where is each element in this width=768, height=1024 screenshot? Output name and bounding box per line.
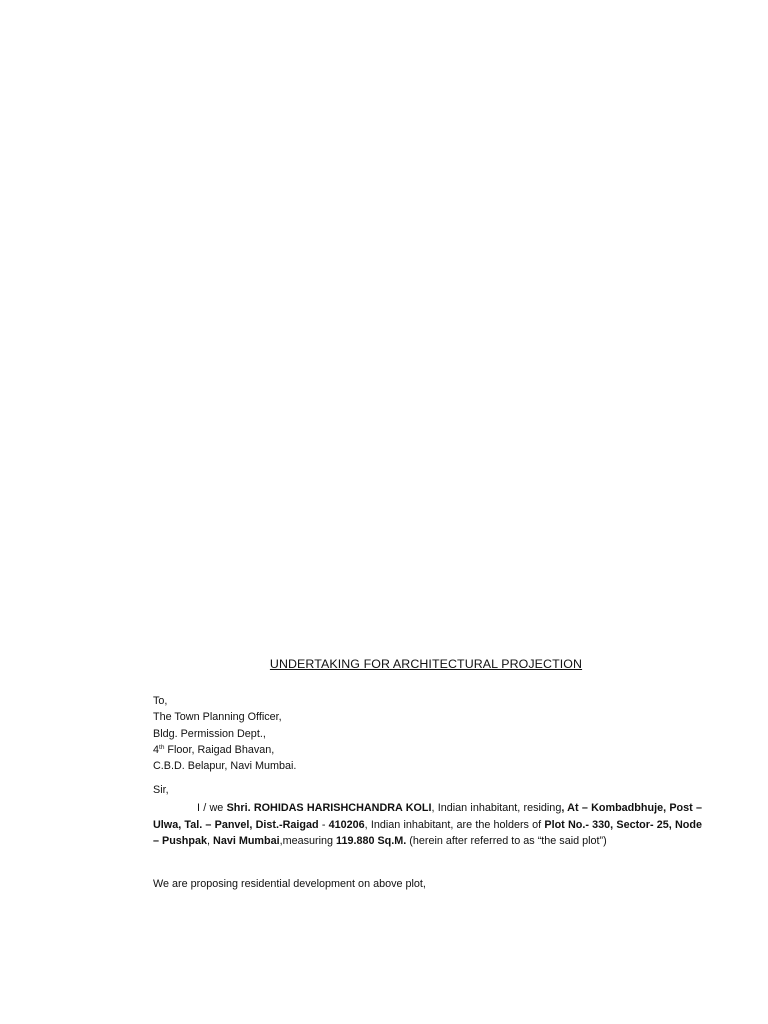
recipient-address [153, 693, 296, 774]
address-line-floor [153, 742, 296, 758]
para-text-4: , Indian inhabitant, are the holders of [364, 818, 545, 831]
para-text-3: - [318, 818, 329, 831]
address-line-to: To, [153, 695, 168, 707]
proposal-statement: We are proposing residential development on above plot, [153, 878, 426, 890]
address-line-officer: The Town Planning Officer, [153, 711, 282, 724]
address-line-dept: Bldg. Permission Dept., [153, 727, 266, 740]
para-text-1: I / we [197, 802, 227, 814]
salutation: Sir, [153, 784, 169, 796]
para-text-2: , Indian inhabitant, residing [431, 802, 562, 814]
floor-number: 4 [153, 743, 160, 756]
para-text-7: (herein after referred to as “the said plot”) [406, 835, 607, 847]
address-line-city: C.B.D. Belapur, Navi Mumbai. [153, 760, 297, 773]
owner-residence: , At – Kombadbhuje, Post – Ulwa, Tal. – Panvel, Dist.-Raigad [153, 802, 702, 831]
plot-details: Plot No.- 330, Sector- 25, Node – Pushpak [153, 818, 702, 847]
owner-name: Shri. ROHIDAS HARISHCHANDRA KOLI [226, 802, 432, 814]
undertaking-paragraph [153, 800, 702, 850]
document-title: UNDERTAKING FOR ARCHITECTURAL PROJECTION [269, 657, 583, 671]
para-text-6: ,measuring [279, 835, 337, 847]
plot-area: 119.880 Sq.M. [336, 835, 407, 847]
floor-ordinal: th [159, 743, 165, 751]
floor-building: Floor, Raigad Bhavan, [164, 743, 275, 756]
postal-code: 410206 [328, 818, 365, 831]
plot-city: Navi Mumbai [213, 835, 280, 847]
para-text-5: , [207, 835, 214, 847]
